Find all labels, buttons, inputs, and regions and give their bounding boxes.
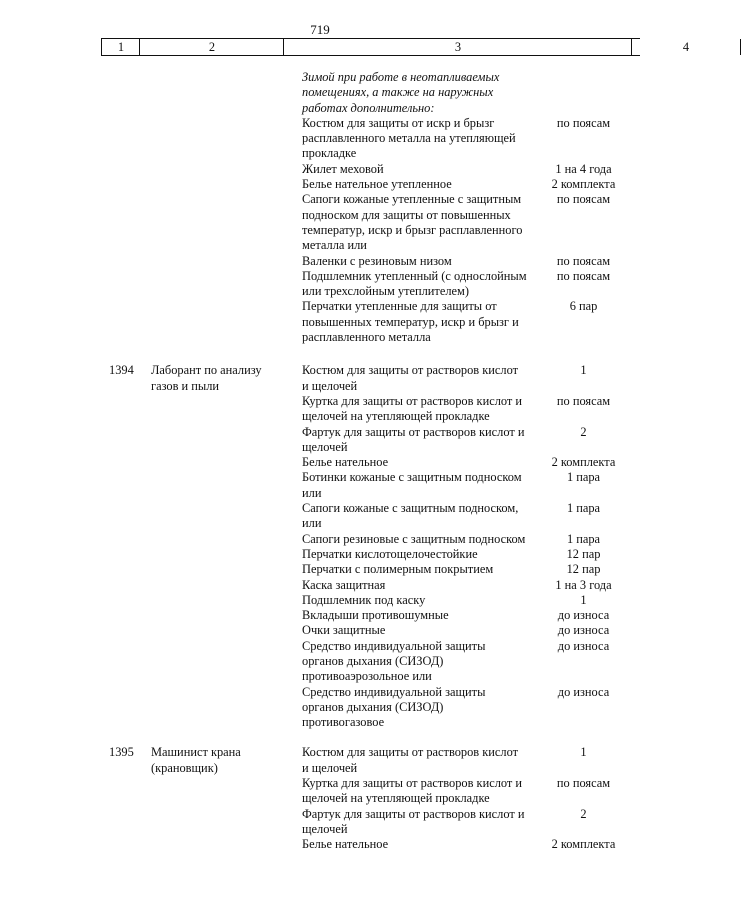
item-name: Белье нательное утепленное bbox=[302, 177, 452, 192]
item-name: Ботинки кожаные с защитным подноском или bbox=[302, 470, 522, 500]
item-norm: 1 пара bbox=[566, 501, 601, 516]
header-col-4: 4 bbox=[631, 39, 741, 55]
table-row bbox=[302, 578, 640, 593]
item-norm: по поясам bbox=[556, 253, 611, 268]
item-norm: до износа bbox=[557, 684, 610, 699]
table-row bbox=[302, 745, 640, 776]
table-row bbox=[302, 470, 640, 501]
item-norm: 1 пара bbox=[566, 470, 601, 485]
table-section bbox=[0, 745, 640, 852]
table-row bbox=[302, 162, 640, 177]
item-norm: 2 bbox=[580, 424, 587, 439]
item-norm: по поясам bbox=[556, 393, 611, 408]
item-name: Костюм для защиты от растворов кислот и щелочей bbox=[302, 745, 519, 775]
table-row bbox=[302, 455, 640, 470]
table-section bbox=[0, 70, 640, 345]
item-name: Сапоги кожаные с защитным подноском, или bbox=[302, 501, 519, 531]
item-norm: 2 bbox=[580, 806, 587, 821]
item-name: Куртка для защиты от растворов кислот и щелочей на утепляющей прокладке bbox=[302, 776, 523, 806]
table-row bbox=[302, 562, 640, 577]
ppe-items bbox=[302, 745, 640, 852]
item-name: Сапоги резиновые с защитным подноском bbox=[302, 531, 526, 546]
header-col-3: 3 bbox=[283, 39, 632, 55]
item-norm: до износа bbox=[557, 638, 610, 653]
item-norm: 1 bbox=[580, 363, 587, 378]
item-name: Подшлемник под каску bbox=[302, 592, 426, 607]
table-row bbox=[302, 363, 640, 394]
item-norm: по поясам bbox=[556, 115, 611, 130]
item-norm: по поясам bbox=[556, 192, 611, 207]
table-row bbox=[302, 593, 640, 608]
item-name: Подшлемник утепленный (с однослойным или трехслойным утеплителем) bbox=[302, 268, 527, 299]
table-row bbox=[302, 685, 640, 731]
table-row bbox=[302, 639, 640, 685]
table-row bbox=[302, 425, 640, 456]
table-row bbox=[302, 116, 640, 162]
table-row bbox=[302, 254, 640, 269]
item-name: Фартук для защиты от растворов кислот и щелочей bbox=[302, 806, 525, 836]
item-norm: по поясам bbox=[556, 268, 611, 283]
item-norm: 2 комплекта bbox=[551, 837, 616, 852]
item-name: Сапоги кожаные утепленные с защитным подноском для защиты от повышенных температур, искр и брызг расплавленного металла или bbox=[302, 192, 523, 253]
item-name: Средство индивидуальной защиты органов дыхания (СИЗОД) противоаэрозольное или bbox=[302, 638, 486, 684]
profession-name: Лаборант по анализу газов и пыли bbox=[151, 363, 262, 393]
header-col-1: 1 bbox=[101, 39, 140, 55]
header-col-2: 2 bbox=[139, 39, 284, 55]
section-number: 1394 bbox=[109, 363, 134, 378]
table-row bbox=[302, 177, 640, 192]
table-row bbox=[302, 299, 640, 345]
table-row bbox=[302, 501, 640, 532]
item-norm: 2 комплекта bbox=[551, 455, 616, 470]
table-row bbox=[302, 776, 640, 807]
profession-name: Машинист крана (крановщик) bbox=[151, 745, 241, 775]
table-row bbox=[302, 837, 640, 852]
table-row bbox=[302, 394, 640, 425]
item-name: Белье нательное bbox=[302, 455, 389, 470]
item-name: Перчатки с полимерным покрытием bbox=[302, 562, 494, 577]
table-row bbox=[302, 269, 640, 300]
item-norm: 6 пар bbox=[569, 299, 598, 314]
item-name: Фартук для защиты от растворов кислот и щелочей bbox=[302, 424, 525, 454]
item-name: Каска защитная bbox=[302, 577, 386, 592]
table-header-row bbox=[101, 38, 690, 56]
item-name: Перчатки кислотощелочестойкие bbox=[302, 546, 478, 561]
item-name: Куртка для защиты от растворов кислот и щелочей на утепляющей прокладке bbox=[302, 393, 523, 424]
table-row bbox=[302, 532, 640, 547]
ppe-items bbox=[302, 70, 640, 345]
item-norm: 1 на 4 года bbox=[555, 161, 612, 176]
item-norm: 12 пар bbox=[566, 562, 601, 577]
item-norm: 2 комплекта bbox=[551, 177, 616, 192]
item-name: Валенки с резиновым низом bbox=[302, 253, 452, 268]
section-intro: Зимой при работе в неотапливаемых помещениях, а также на наружных работах дополнительно: bbox=[302, 70, 500, 115]
item-name: Вкладыши противошумные bbox=[302, 608, 449, 623]
page-number: 719 bbox=[310, 22, 330, 37]
item-name: Жилет меховой bbox=[302, 161, 384, 176]
item-name: Перчатки утепленные для защиты от повышенных температур, искр и брызг и расплавленного металла bbox=[302, 299, 519, 345]
item-norm: 12 пар bbox=[566, 546, 601, 561]
table-row bbox=[302, 608, 640, 623]
item-norm: до износа bbox=[557, 623, 610, 638]
table-row bbox=[302, 807, 640, 838]
item-norm: 1 bbox=[580, 592, 587, 607]
item-name: Костюм для защиты от растворов кислот и щелочей bbox=[302, 363, 519, 393]
table-body bbox=[0, 70, 640, 853]
item-norm: 1 на 3 года bbox=[555, 577, 612, 592]
item-norm: по поясам bbox=[556, 776, 611, 791]
table-section bbox=[0, 363, 640, 730]
section-number: 1395 bbox=[109, 745, 134, 760]
table-row bbox=[302, 192, 640, 253]
table-row bbox=[302, 547, 640, 562]
item-norm: 1 bbox=[580, 745, 587, 760]
item-name: Белье нательное bbox=[302, 837, 389, 852]
item-name: Очки защитные bbox=[302, 623, 386, 638]
ppe-items bbox=[302, 363, 640, 730]
item-name: Средство индивидуальной защиты органов дыхания (СИЗОД) противогазовое bbox=[302, 684, 486, 730]
item-norm: 1 пара bbox=[566, 531, 601, 546]
item-norm: до износа bbox=[557, 608, 610, 623]
table-row bbox=[302, 623, 640, 638]
item-name: Костюм для защиты от искр и брызг расплавленного металла на утепляющей прокладке bbox=[302, 115, 516, 161]
